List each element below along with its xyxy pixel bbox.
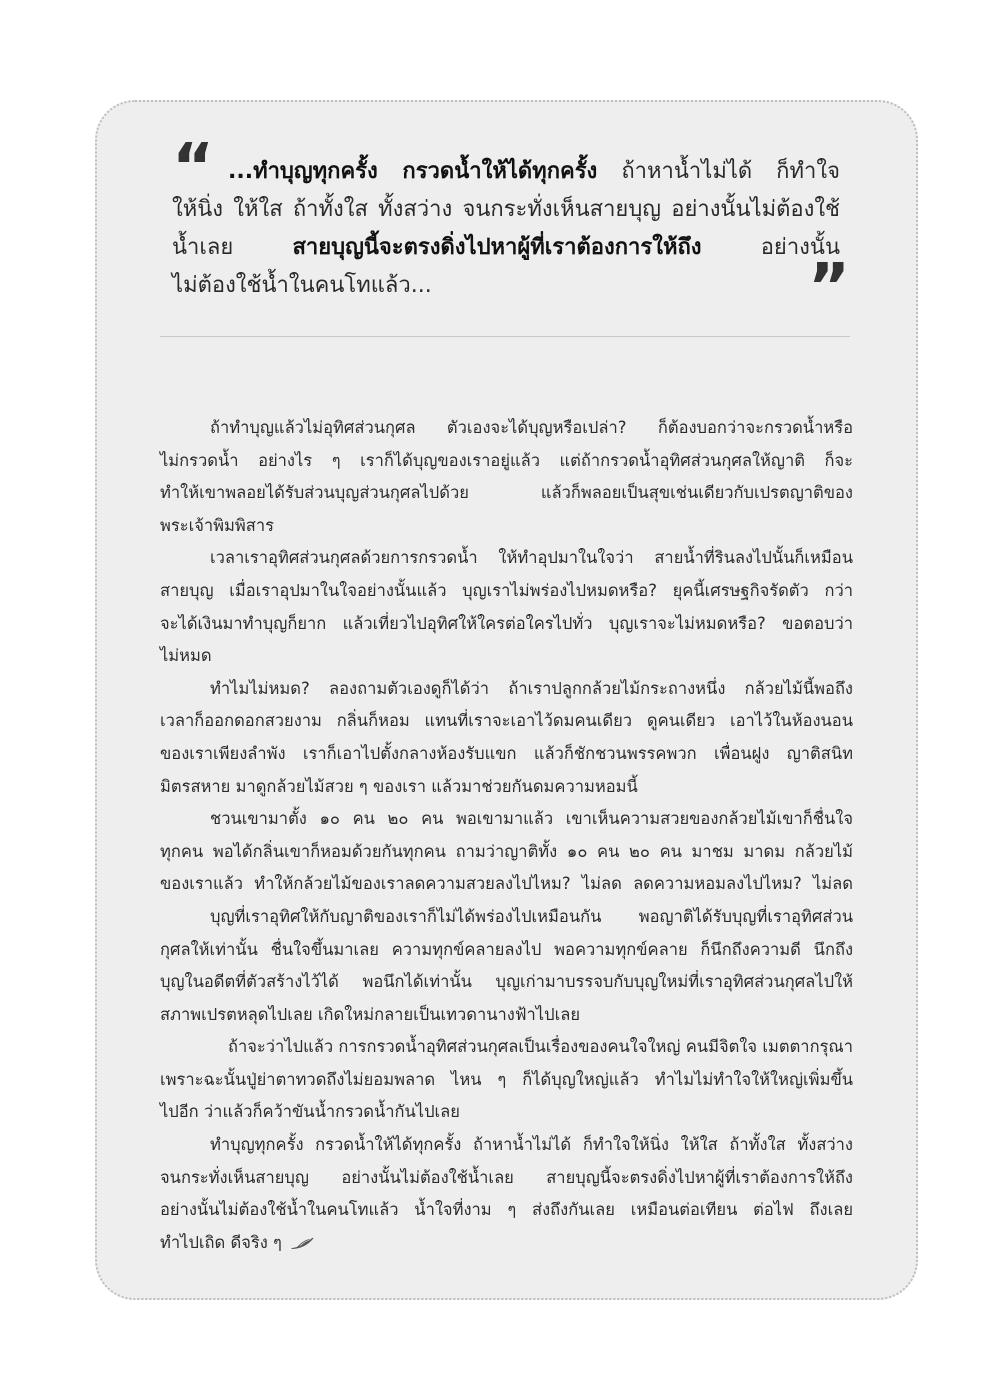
body-line: จะได้เงินมาทำบุญก็ยาก แล้วเที่ยวไปอุทิศให้ใครต่อใครไปทั่ว บุญเราจะไม่หมดหรือ? ขอตอบว่า <box>160 613 853 633</box>
quote-text: น้ำเลย <box>172 235 234 260</box>
body-line: ถ้าทำบุญแล้วไม่อุทิศส่วนกุศล ตัวเองจะได้บุญหรือเปล่า? ก็ต้องบอกว่าจะกรวดน้ำหรือ <box>210 418 853 437</box>
pull-quote <box>172 153 840 305</box>
body-line: ไม่กรวดน้ำ อย่างไร ๆ เราก็ได้บุญของเราอยู่แล้ว แต่ถ้ากรวดน้ำอุทิศส่วนกุศลให้ญาติ ก็จะ <box>160 450 853 470</box>
body-line: พระเจ้าพิมพิสาร <box>160 515 275 535</box>
body-line: ทุกคน พอได้กลิ่นเขาก็หอมด้วยกันทุกคน ถามว่าญาติทั้ง ๑๐ คน ๒๐ คน มาชม มาดม กล้วยไม้ <box>160 841 853 861</box>
body-line: เวลาก็ออกดอกสวยงาม กลิ่นก็หอม แทนที่เราจะเอาไว้ดมคนเดียว ดูคนเดียว เอาไว้ในห้องนอน <box>160 711 853 731</box>
body-line: เพราะฉะนั้นปู่ย่าตาทวดถึงไม่ยอมพลาด ไหน ๆ ก็ได้บุญใหญ่แล้ว ทำไมไม่ทำใจให้ใหญ่เพิ่มขึ้น <box>160 1069 853 1089</box>
body-line: ทำให้เขาพลอยได้รับส่วนบุญส่วนกุศลไปด้วย แล้วก็พลอยเป็นสุขเช่นเดียวกับเปรตญาติของ <box>160 483 853 503</box>
leaf-flourish-icon <box>290 1236 316 1250</box>
body-line: ของเราเพียงลำพัง เราก็เอาไปตั้งกลางห้องรับแขก แล้วก็ชักชวนพรรคพวก เพื่อนฝูง ญาติสนิท <box>160 743 853 763</box>
quote-bold-text: ...ทำบุญทุกครั้ง กรวดน้ำให้ได้ทุกครั้ง <box>228 159 598 184</box>
quote-bold-text: สายบุญนี้จะตรงดิ่งไปหาผู้ที่เราต้องการให้ถึง <box>292 235 702 260</box>
quote-close-mark: ” <box>808 251 851 325</box>
body-line: สายบุญ เมื่อเราอุปมาในใจอย่างนั้นแล้ว บุญเราไม่พร่องไปหมดหรือ? ยุคนี้เศรษฐกิจรัดตัว กว่า <box>160 580 853 600</box>
quote-text: ถ้าหาน้ำไม่ได้ ก็ทำใจ <box>621 159 840 184</box>
quote-line: ให้นิ่ง ให้ใส ถ้าทั้งใส ทั้งสว่าง จนกระทั่งเห็นสายบุญ อย่างนั้นไม่ต้องใช้ <box>172 197 840 222</box>
body-line: ไม่หมด <box>160 646 212 666</box>
body-line: ชวนเขามาตั้ง ๑๐ คน ๒๐ คน พอเขามาแล้ว เขาเห็นความสวยของกล้วยไม้เขาก็ชื่นใจ <box>210 809 853 829</box>
body-paragraph <box>160 673 853 803</box>
content-card <box>95 100 918 1300</box>
quote-line <box>172 153 840 191</box>
body-text <box>160 412 853 1259</box>
body-line: สภาพเปรตหลุดไปเลย เกิดใหม่กลายเป็นเทวดานางฟ้าไปเลย <box>160 1004 581 1024</box>
body-line: ไปอีก ว่าแล้วก็คว้าขันน้ำกรวดน้ำกันไปเลย <box>160 1102 460 1122</box>
divider <box>160 336 850 337</box>
quote-line: ไม่ต้องใช้น้ำในคนโทแล้ว... <box>172 273 432 298</box>
quote-open-mark: “ <box>172 131 215 205</box>
body-paragraph <box>160 542 853 672</box>
quote-text: อย่างนั้น <box>760 235 840 260</box>
body-line: ถ้าจะว่าไปแล้ว การกรวดน้ำอุทิศส่วนกุศลเป็นเรื่องของคนใจใหญ่ คนมีจิตใจ เมตตากรุณา <box>228 1037 853 1057</box>
body-line: ทำไมไม่หมด? ลองถามตัวเองดูก็ได้ว่า ถ้าเราปลูกกล้วยไม้กระถางหนึ่ง กล้วยไม้นี้พอถึง <box>210 678 853 698</box>
body-line: กุศลให้เท่านั้น ชื่นใจขึ้นมาเลย ความทุกข์คลายลงไป พอความทุกข์คลาย ก็นึกถึงความดี นึกถึง <box>160 939 853 959</box>
body-line: บุญที่เราอุทิศให้กับญาติของเราก็ไม่ได้พร่องไปเหมือนกัน พอญาติได้รับบุญที่เราอุทิศส่วน <box>210 906 853 926</box>
body-line: เวลาเราอุทิศส่วนกุศลด้วยการกรวดน้ำ ให้ทำอุปมาในใจว่า สายน้ำที่รินลงไปนั้นก็เหมือน <box>210 548 853 568</box>
body-line: ของเราแล้ว ทำให้กล้วยไม้ของเราลดความสวยลงไปไหม? ไม่ลด ลดความหอมลงไปไหม? ไม่ลด <box>160 874 853 894</box>
quote-line <box>172 229 840 267</box>
body-paragraph <box>160 1129 853 1259</box>
body-paragraph <box>160 803 853 901</box>
body-paragraph <box>160 1031 853 1129</box>
body-paragraph <box>160 901 853 1031</box>
body-line: ทำบุญทุกครั้ง กรวดน้ำให้ได้ทุกครั้ง ถ้าหาน้ำไม่ได้ ก็ทำใจให้นิ่ง ให้ใส ถ้าทั้งใส ทั้งสว่าง <box>210 1135 853 1155</box>
body-line: มิตรสหาย มาดูกล้วยไม้สวย ๆ ของเรา แล้วมาช่วยกันดมความหอมนี้ <box>160 776 638 796</box>
body-line-text: ทำไปเถิด ดีจริง ๆ <box>160 1232 282 1252</box>
body-line: อย่างนั้นไม่ต้องใช้น้ำในคนโทแล้ว น้ำใจที่งาม ๆ ส่งถึงกันเลย เหมือนต่อเทียน ต่อไฟ ถึงเลย <box>160 1200 853 1220</box>
body-paragraph <box>160 412 853 542</box>
body-line <box>160 1227 853 1260</box>
body-line: บุญในอดีตที่ตัวสร้างไว้ได้ พอนึกได้เท่านั้น บุญเก่ามาบรรจบกับบุญใหม่ที่เราอุทิศส่วนกุศลไปให้ <box>160 972 853 992</box>
body-line: จนกระทั่งเห็นสายบุญ อย่างนั้นไม่ต้องใช้น้ำเลย สายบุญนี้จะตรงดิ่งไปหาผู้ที่เราต้องการให้ถึง <box>160 1167 853 1187</box>
